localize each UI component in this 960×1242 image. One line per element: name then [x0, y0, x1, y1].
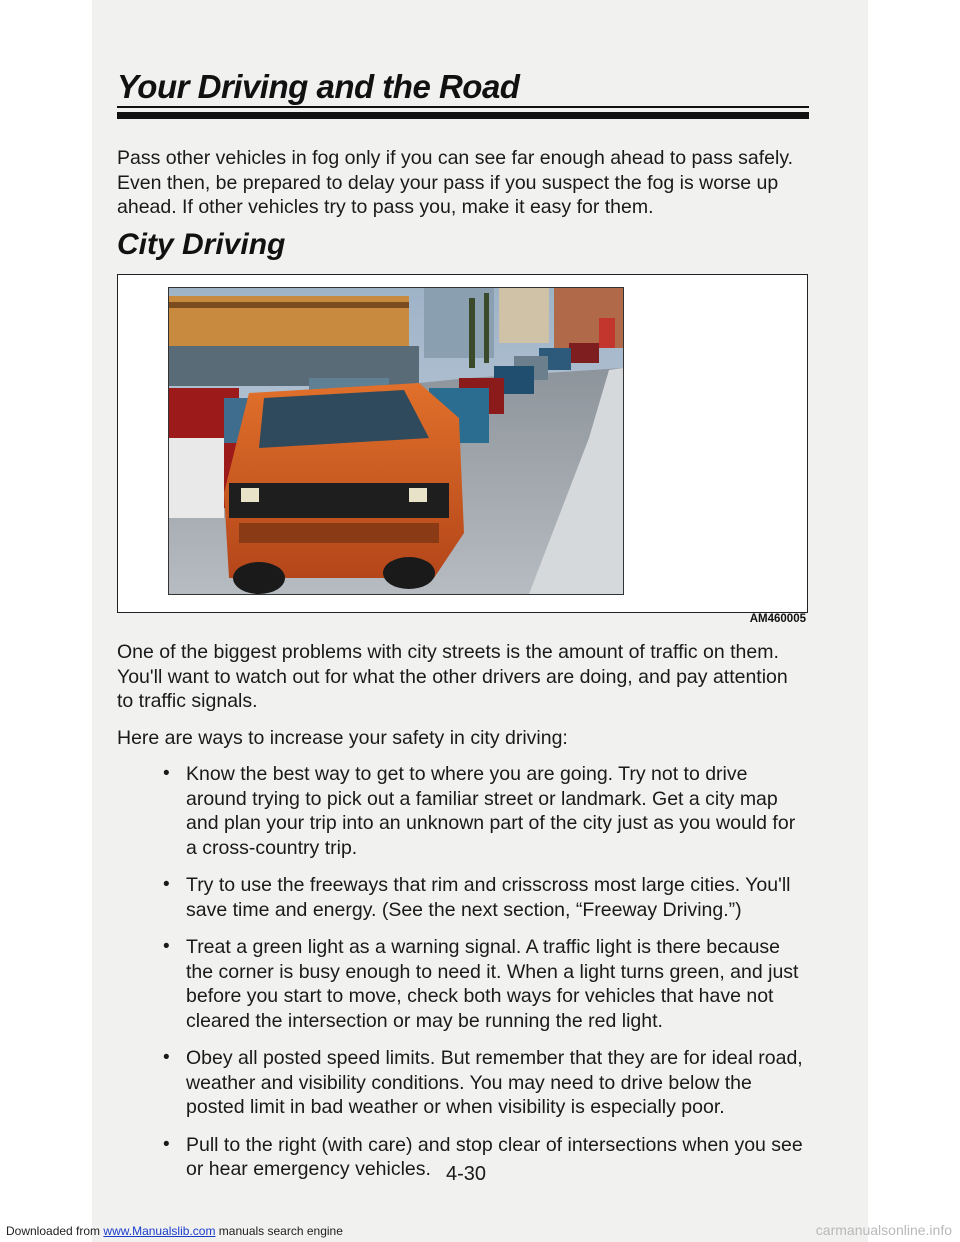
bullet-icon: • [163, 1133, 170, 1155]
intro-paragraph: Pass other vehicles in fog only if you can see far enough ahead to pass safely. Even then, be prepared to delay your pass if you suspect the fog is worse up ahead. If other vehicles try to pass you, make it easy for them. [117, 147, 794, 218]
paragraph-ways-intro: Here are ways to increase your safety in city driving: [117, 727, 568, 749]
list-item [117, 1046, 807, 1120]
bullet-icon: • [163, 1047, 170, 1068]
header-rule-thick [117, 112, 809, 119]
page-header-title: Your Driving and the Road [117, 68, 520, 105]
list-item-text: Treat a green light as a warning signal. A traffic light is there because the corner is busy enough to need it. When a light turns green, and just before you start to move, check both ways for vehicles that have not cleared the intersection or may be running the red light. [186, 936, 799, 1032]
figure-caption: AM460005 [749, 613, 806, 625]
list-item [117, 762, 807, 860]
list-item [117, 935, 807, 1033]
bullet-icon: • [163, 936, 170, 957]
list-item-text: Obey all posted speed limits. But remember that they are for ideal road, weather and visibility conditions. You may need to drive below the posted limit in bad weather or when visibility is especially poor. [186, 1047, 803, 1118]
download-footer [6, 1224, 343, 1238]
watermark-text: carmanualsonline.info [815, 1222, 952, 1238]
list-item-text: Try to use the freeways that rim and crisscross most large cities. You'll save time and energy. (See the next section, “Freeway Driving.”) [186, 874, 791, 921]
bullet-icon: • [163, 874, 170, 895]
list-item-text: Pull to the right (with care) and stop clear of intersections when you see or hear emergency vehicles. [186, 1133, 803, 1180]
header-rule-thin [117, 106, 809, 108]
bullet-icon: • [163, 763, 170, 784]
footer-prefix: Downloaded from [6, 1224, 101, 1238]
list-item [117, 873, 807, 922]
safety-tips-list [117, 762, 807, 1195]
list-item-text: Know the best way to get to where you are going. Try not to drive around trying to pick out a familiar street or landmark. Get a city map and plan your trip into an unknown part of the city just as you would for a cross-country trip. [186, 763, 796, 859]
city-traffic-illustration [168, 287, 624, 595]
page-number: 4-30 [446, 1163, 487, 1185]
footer-suffix: manuals search engine [218, 1224, 343, 1238]
manualslib-link[interactable]: www.Manualslib.com [103, 1224, 216, 1238]
paragraph-traffic: One of the biggest problems with city streets is the amount of traffic on them. You'll want to watch out for what the other drivers are doing, and pay attention to traffic signals. [117, 641, 788, 712]
section-title: City Driving [117, 228, 286, 261]
